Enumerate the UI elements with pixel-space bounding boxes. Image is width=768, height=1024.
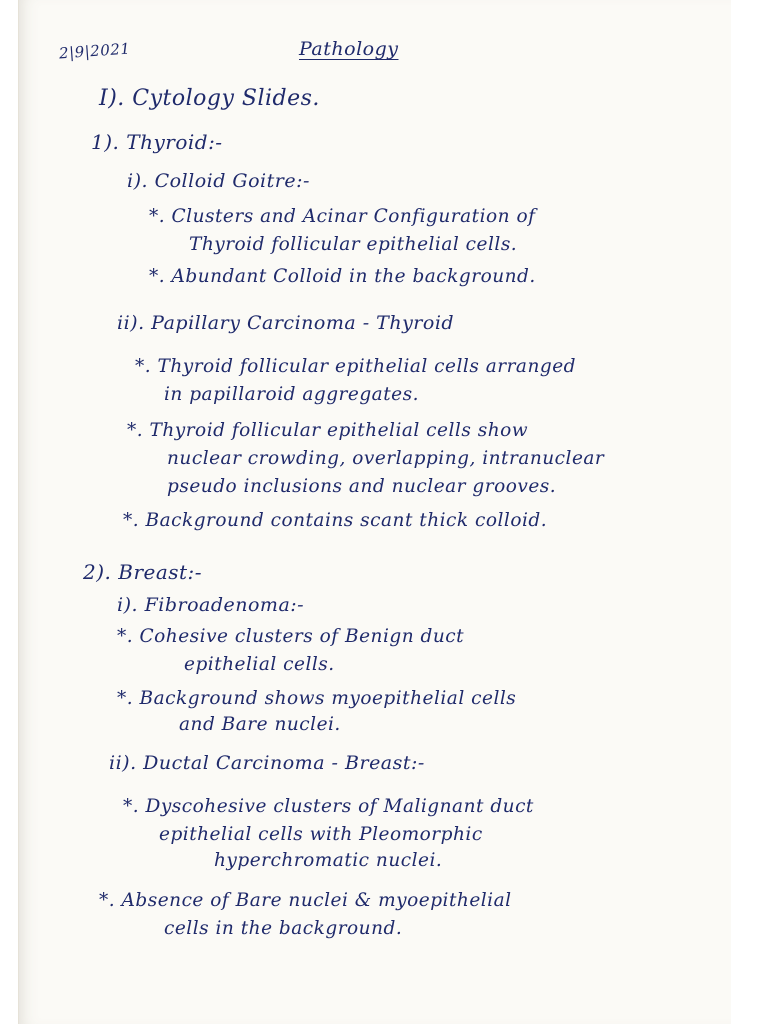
note-line: *. Thyroid follicular epithelial cells arranged: [135, 356, 576, 377]
topic-heading-breast: 2). Breast:-: [83, 560, 203, 584]
note-line: *. Abundant Colloid in the background.: [149, 266, 536, 287]
note-line: epithelial cells.: [184, 654, 335, 675]
note-line: *. Cohesive clusters of Benign duct: [117, 626, 465, 647]
note-line: pseudo inclusions and nuclear grooves.: [167, 476, 557, 497]
note-line: *. Clusters and Acinar Configuration of: [149, 206, 536, 227]
note-line: nuclear crowding, overlapping, intranuclear: [167, 448, 605, 469]
note-line: Thyroid follicular epithelial cells.: [189, 234, 518, 255]
note-line: hyperchromatic nuclei.: [214, 850, 443, 871]
topic-heading-thyroid: 1). Thyroid:-: [91, 130, 223, 154]
note-line: *. Background shows myoepithelial cells: [117, 688, 517, 709]
subtopic-heading-fibroadenoma: i). Fibroadenoma:-: [117, 594, 305, 616]
note-line: *. Dyscohesive clusters of Malignant duct: [123, 796, 534, 817]
note-date: 2|9|2021: [58, 39, 131, 63]
page-title: Pathology: [299, 38, 399, 60]
section-heading: I). Cytology Slides.: [99, 86, 320, 111]
subtopic-heading-papillary-carcinoma: ii). Papillary Carcinoma - Thyroid: [117, 312, 455, 334]
note-line: in papillaroid aggregates.: [164, 384, 419, 405]
subtopic-heading-colloid-goitre: i). Colloid Goitre:-: [127, 170, 310, 192]
note-line: cells in the background.: [164, 918, 403, 939]
note-line: epithelial cells with Pleomorphic: [159, 824, 483, 845]
note-line: *. Background contains scant thick colloid.: [123, 510, 548, 531]
note-line: *. Absence of Bare nuclei & myoepithelial: [99, 890, 512, 911]
note-line: *. Thyroid follicular epithelial cells show: [127, 420, 529, 441]
notebook-page: [18, 0, 731, 1024]
note-line: and Bare nuclei.: [179, 714, 341, 735]
subtopic-heading-ductal-carcinoma: ii). Ductal Carcinoma - Breast:-: [109, 752, 425, 774]
